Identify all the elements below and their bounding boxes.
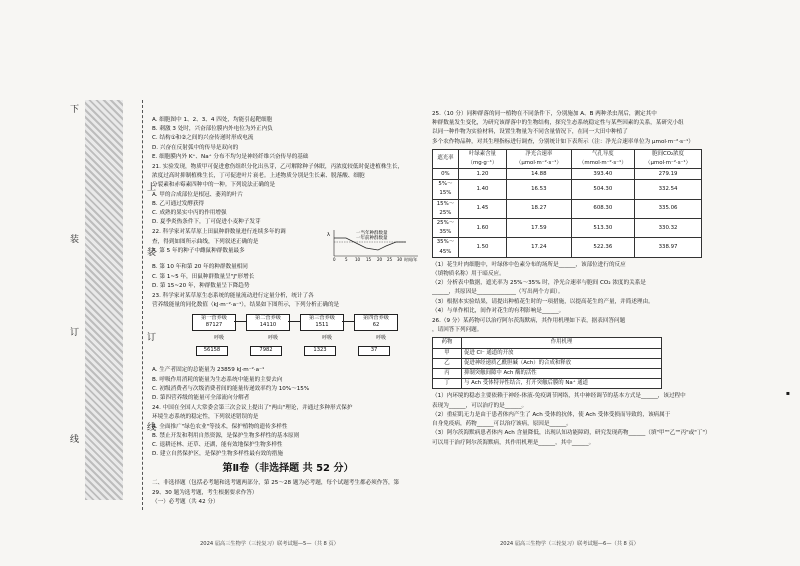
- table-cell: 338.97: [635, 238, 702, 257]
- population-chart: [326, 228, 422, 262]
- option-c: C. 成熟的果实中丙的作用增强: [152, 210, 227, 217]
- trophic-level-3: 第三营养级 1511: [300, 314, 344, 331]
- text-line: ______，其原因是______________（写出两个方面）。: [432, 289, 564, 296]
- table-row: [433, 238, 702, 257]
- flow-arrow: [234, 321, 246, 322]
- table-cell: 279.19: [635, 169, 702, 180]
- table-cell: 504.30: [571, 180, 635, 199]
- binding-middle-right-char: 装: [147, 248, 157, 258]
- text-line: ，请回答下列问题。: [432, 327, 483, 334]
- table-row: [433, 199, 702, 218]
- table-cell: 17.59: [507, 219, 571, 238]
- option-d: D. 第四营养级的能量可全部流向分解者: [152, 395, 250, 402]
- respiration-value: 1323: [304, 346, 336, 356]
- part2-instructions: 二、非选择题（包括必考题和选考题两部分，第 25～28 题为必考题，每个试题考生都必须作答，第: [152, 480, 400, 487]
- table-header: 净光合速率（μmol·m⁻²·s⁻¹）: [507, 149, 571, 168]
- table-row: [433, 358, 662, 368]
- question-24: 24. 中国在全国人大常委会第三次会议上提出了"两山"理论，并通过多种形式保护: [152, 405, 353, 412]
- table-cell: 18.27: [507, 199, 571, 218]
- option-a: A. 第 5 年的种子中雌鼠种群数量最多: [152, 247, 245, 254]
- binding-bottom-left-char: 线: [70, 435, 80, 445]
- text-line: （填物质名称）用于暗反应。: [432, 271, 505, 278]
- binding-bottom-right-char: 线: [147, 423, 157, 433]
- table-cell: 332.54: [635, 180, 702, 199]
- sub-question: （2）重症肌无力是由于患者体内产生了 Ach 受体的抗体，使 Ach 受体受损而导致的，该病属于: [432, 411, 671, 418]
- text-line: 自身免疫病，药物______可以治疗该病，原因是______。: [432, 421, 572, 428]
- option-a: A. 甲的合成部位是根冠、萎蔫的叶片: [152, 191, 244, 198]
- text-line: 表现为______，可以治疗的是______。: [432, 402, 528, 409]
- option-d: D. 建立自然保护区，是保护生物多样性最有效的措施: [152, 451, 283, 458]
- option-b: B. 第 10 年和第 20 年的种群数量相同: [152, 264, 248, 271]
- trophic-level-4: 第四营养级 62: [354, 314, 398, 331]
- respiration-value: 7982: [250, 346, 282, 356]
- text-line: 以同一种作物为实验材料，设置生物量为不同含量情况下，在同一大田中种植了: [432, 129, 628, 136]
- binding-strip: [85, 100, 123, 500]
- chart-x-label: 时间/年: [404, 257, 418, 263]
- question-23: 23. 科学家对某草原生态系统的能量流动进行定量分析，统计了各: [152, 293, 314, 300]
- table-header: 叶绿素含量（mg·g⁻¹）: [458, 149, 506, 168]
- chart-tick: 25: [387, 257, 393, 263]
- chart-tick: 30: [397, 257, 403, 263]
- table-header: 遮光率: [433, 149, 459, 168]
- text-line: 种群数量发生变化，为研究该群落中的生物结构，探究生态系统稳定性与某些因素的关系，某研究小组: [432, 120, 684, 127]
- table-cell: 16.53: [507, 180, 571, 199]
- table-cell: 25%～35%: [433, 219, 459, 238]
- cut-line: [142, 100, 143, 510]
- table-cell: 1.50: [458, 238, 506, 257]
- table-row: [433, 369, 662, 379]
- text-line: E. 细胞膜内外 K⁺、Na⁺ 分布不均匀是神经纤维兴奋传导的基础: [152, 153, 309, 160]
- table-header: 气孔导度（mmol·m⁻²·s⁻¹）: [571, 149, 635, 168]
- respiration-value: 56158: [196, 346, 228, 356]
- respiration-value: 37: [358, 346, 390, 356]
- page-edge-mark: ▪: [785, 390, 790, 397]
- left-column: [152, 116, 424, 507]
- table-row: [433, 219, 702, 238]
- table-cell: 35%～45%: [433, 238, 459, 257]
- q22-block: [152, 228, 424, 262]
- table-cell: 393.40: [571, 169, 635, 180]
- binding-middle-left-char: 装: [70, 235, 80, 245]
- table-cell: 1.20: [458, 169, 506, 180]
- table-cell: 15%～25%: [433, 199, 459, 218]
- text-line: 营养级能量的同化数值（kJ·m⁻²·a⁻¹），结果如下图所示，下列分析正确的是: [152, 302, 340, 309]
- option-a: A. 生产者固定的总能量为 23859 kJ·m⁻²·a⁻¹: [152, 367, 265, 374]
- table-cell: 1.40: [458, 180, 506, 199]
- text-line: 可以用于治疗阿尔茨海默病，其作用机理是______，其中______。: [432, 439, 595, 446]
- option-b: B. 乙可通过发酵获得: [152, 200, 205, 207]
- chart-legend-2: 一年前种群数量: [356, 236, 388, 242]
- text-line: 分裂素和赤霉素四种中的一种。下列说法正确的是: [152, 182, 276, 189]
- text-line: 多个农作物品种，对其生理指标进行调查，分别统计如下表所示（注：净光合速率单位为 μmol·m⁻²·s⁻¹）: [432, 138, 694, 145]
- table-header: 药物: [433, 338, 462, 348]
- binding-line1-char: 订: [70, 328, 80, 338]
- respiration-label: 呼吸: [214, 335, 225, 342]
- table-cell: 17.24: [507, 238, 571, 257]
- text-line: B. 刺激 3 处时，兴奋部位膜内外电位为外正内负: [152, 126, 273, 133]
- option-b: B. 呼吸作用消耗的能量为生态系统中能量的主要去向: [152, 376, 283, 383]
- table-cell: 608.30: [571, 199, 635, 218]
- sub-question: （3）根据本实验结果，请提出种植花生时的一项措施，以提高花生的产量，并简述理由。: [432, 298, 654, 305]
- option-b: B. 禁止开发和利用自然资源，是保护生物多样性的基本原则: [152, 432, 300, 439]
- table-cell: 522.36: [571, 238, 635, 257]
- chart-tick: 20: [377, 257, 383, 263]
- table-cell: 335.06: [635, 199, 702, 218]
- energy-flow-diagram: [152, 312, 424, 364]
- chart-tick: 10: [355, 257, 361, 263]
- flow-arrow: [288, 321, 300, 322]
- question-22: 22. 科学家对某草原上田鼠种群数量进行连续多年的调: [152, 229, 286, 236]
- binding-line2-char: 订: [147, 333, 157, 343]
- chart-tick: 5: [345, 257, 348, 263]
- table-cell: 丁: [433, 379, 462, 389]
- chart-tick: 15: [366, 257, 372, 263]
- binding-top-char: 下: [70, 105, 80, 115]
- text-line: 环境生态系统的稳定性，下列叙述错误的是: [152, 414, 259, 421]
- table-header-row: [433, 338, 662, 348]
- chart-legend: 一当年种群数量: [356, 231, 388, 237]
- text-line: C. 结构①和②之间的兴奋传递时形成电流: [152, 135, 254, 142]
- right-column: [432, 110, 717, 448]
- respiration-label: 呼吸: [268, 335, 279, 342]
- chart-tick: 0: [333, 257, 336, 263]
- table-cell: 甲: [433, 348, 462, 358]
- table-cell: 丙: [433, 369, 462, 379]
- respiration-label: 呼吸: [322, 335, 333, 342]
- table-row: [433, 169, 702, 180]
- table-cell: 5%～15%: [433, 180, 459, 199]
- table-row: [433, 348, 662, 358]
- table-cell: 0%: [433, 169, 459, 180]
- text-line: A. 细胞图中 1、2、3、4 四处，均能引起靶细胞: [152, 117, 273, 123]
- table-cell: 促进 CI⁻ 通道的开放: [462, 348, 662, 358]
- flow-arrow: [342, 321, 354, 322]
- section-title: 第Ⅱ卷（非选择题 共 52 分）: [222, 463, 354, 475]
- table-cell: 1.60: [458, 219, 506, 238]
- chart-y-label: λ: [327, 232, 330, 239]
- trophic-level-2: 第二营养级 14110: [246, 314, 290, 331]
- sub-question: （1）内环境的稳态主要依赖于神经-体液-免疫调节网络，其中神经调节的基本方式是______，该过程中: [432, 393, 686, 400]
- table-cell: 330.32: [635, 219, 702, 238]
- respiration-label: 呼吸: [376, 335, 387, 342]
- sub-question: （1）花生叶肉细胞中，叶绿体中色素分布的场所是______，该部位进行的反应: [432, 261, 626, 268]
- table-row: [433, 180, 702, 199]
- trophic-level-1: 第一营养级 87127: [192, 314, 236, 331]
- text-line: D. 兴奋在反射弧中的传导是双向的: [152, 144, 239, 151]
- question-25: 25.（10 分）同种群落的同一植物在不同条件下，分别施加 A、B 两种杀虫剂后，测定其中: [432, 111, 657, 117]
- sub-question: （4）与单作相比，间作对花生的有利影响是______。: [432, 307, 565, 314]
- option-d: D. 第 15~20 年，种群数量呈下降趋势: [152, 282, 250, 289]
- table-cell: 促进神经递质乙酰胆碱（Ach）的合成和释放: [462, 358, 662, 368]
- table-header: 胞间CO₂浓度（μmol·m⁻²·s⁻¹）: [635, 149, 702, 168]
- question-26: 26.（9 分）某药物可以治疗阿尔茨海默病，其作用机理如下表，据表回答问题: [432, 318, 626, 325]
- drug-table: [432, 337, 662, 389]
- option-c: C. 初级消费者与次级消费者间的能量传递效率约为 10%～15%: [152, 385, 310, 392]
- sub-question: （2）分析表中数据，遮光率为 25%～35% 时，净光合速率与胞间 CO₂ 浓度的关系是: [432, 280, 646, 287]
- text-line: 浓度过高时抑制植株生长，丁可促进叶片衰老。上述物质分别是生长素、脱落酸、细胞: [152, 173, 365, 180]
- part2-instructions: 29、30 题为选考题，考生根据要求作答）: [152, 489, 258, 496]
- table-cell: 513.30: [571, 219, 635, 238]
- question-21: 21. 实验发现，物质甲可促进愈伤组织分化出丛芽，乙可解除种子休眠，丙浓度较低时促进植株生长，: [152, 164, 404, 171]
- option-c: C. 第 1~5 年，田鼠种群数量呈"J"形增长: [152, 273, 255, 280]
- table-cell: 抑制突触间隙中 Ach 酶的活性: [462, 369, 662, 379]
- table-cell: 1.45: [458, 199, 506, 218]
- table-header: 作用机理: [462, 338, 662, 348]
- text-line: 查，得到如图所示曲线，下列叙述正确的是: [152, 238, 259, 245]
- page-footer-left: 2024 届高三生物学（三轮复习）联考试题—5—（共 8 页）: [200, 541, 339, 547]
- table-cell: 乙: [433, 358, 462, 368]
- binding-upper-char: 上: [147, 183, 157, 193]
- option-d: D. 夏季炎热条件下，丁可促进小麦种子发芽: [152, 219, 261, 226]
- sub-question: （3）阿尔茨海默病患者体内 Ach 含量降低，出现认知功能障碍，研究发现药物______（填"甲""乙""丙"或"丁"）: [432, 430, 711, 437]
- option-c: C. 退耕还林、还草、还湖，能有效地保护生物多样性: [152, 442, 283, 449]
- part2-subhead: （一）必考题（共 42 分）: [152, 498, 219, 505]
- table-row: [433, 379, 662, 389]
- table-header-row: [433, 149, 702, 168]
- data-table: [432, 149, 702, 258]
- table-cell: 14.88: [507, 169, 571, 180]
- page-footer-right: 2024 届高三生物学（三轮复习）联考试题—6—（共 8 页）: [500, 541, 639, 547]
- table-cell: 与 Ach 受体特异性结合，打开突触后膜的 Na⁺ 通道: [462, 379, 662, 389]
- option-a: A. 全面推广"绿色农业"等技术，保护植物的遗传多样性: [152, 423, 288, 430]
